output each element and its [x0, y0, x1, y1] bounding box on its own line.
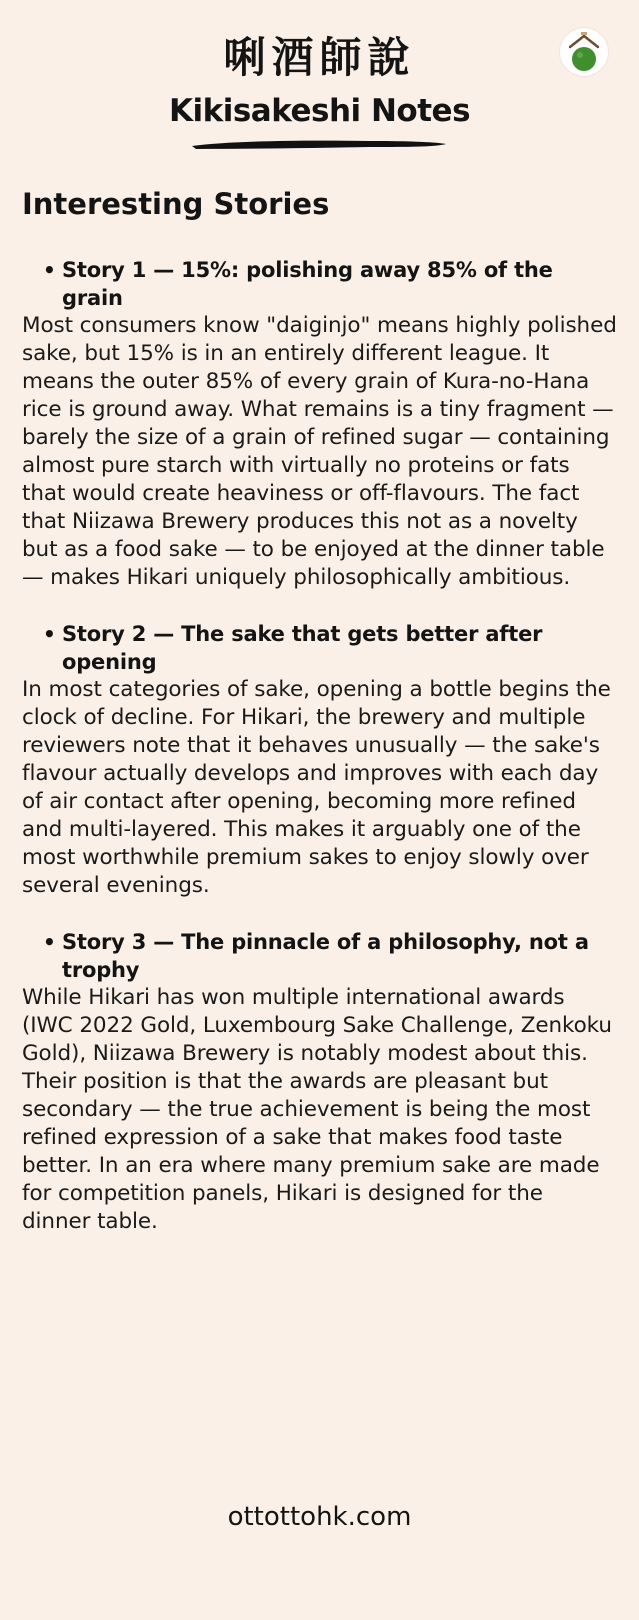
- story-body: In most categories of sake, opening a bottle begins the clock of decline. For Hikari, the brewery and multiple reviewers note that it behaves unusually — the sake's flavour actually develops and improves with each day of air contact after opening, becoming more refined and multi-layered. This makes it arguably one of the most worthwhile premium sakes to enjoy slowly over several evenings.: [22, 677, 611, 898]
- story-heading-text: Story 3 — The pinnacle of a philosophy, not a trophy: [62, 930, 589, 982]
- page-header: [0, 30, 639, 130]
- bullet-icon: •: [43, 930, 56, 954]
- story-heading: [22, 620, 617, 676]
- story-body: Most consumers know "daiginjo" means highly polished sake, but 15% is in an entirely different league. It means the outer 85% of every grain of Kura-no-Hana rice is ground away. What remains is a tiny fragment — barely the size of a grain of refined sugar — containing almost pure starch with virtually no proteins or fats that would create heaviness or off-flavours. The fact that Niizawa Brewery produces this not as a novelty but as a food sake — to be enjoyed at the dinner table — makes Hikari uniquely philosophically ambitious.: [22, 313, 617, 590]
- story-heading: [22, 928, 617, 984]
- story-body: While Hikari has won multiple international awards (IWC 2022 Gold, Luxembourg Sake Challenge, Zenkoku Gold), Niizawa Brewery is notably modest about this. Their position is that the awards are pleasant but secondary — the true achievement is being the most refined expression of a sake that makes food taste better. In an era where many premium sake are made for competition panels, Hikari is designed for the dinner table.: [22, 985, 612, 1234]
- story-item: [22, 256, 617, 592]
- story-item: [22, 928, 617, 1236]
- bullet-icon: •: [43, 622, 56, 646]
- footer-site-link[interactable]: ottottohk.com: [227, 1502, 412, 1532]
- page-title-english: Kikisakeshi Notes: [168, 93, 471, 129]
- page-title-chinese: 唎酒師說: [223, 33, 416, 82]
- sake-house-logo-icon: [560, 28, 608, 76]
- story-item: [22, 620, 617, 900]
- story-heading: [22, 256, 617, 312]
- section-title: Interesting Stories: [22, 187, 330, 221]
- story-heading-text: Story 1 — 15%: polishing away 85% of the grain: [62, 258, 553, 310]
- brush-stroke-underline: [190, 137, 448, 151]
- story-heading-text: Story 2 — The sake that gets better after opening: [62, 622, 543, 674]
- stories-list: [22, 256, 617, 1264]
- bullet-icon: •: [43, 258, 56, 282]
